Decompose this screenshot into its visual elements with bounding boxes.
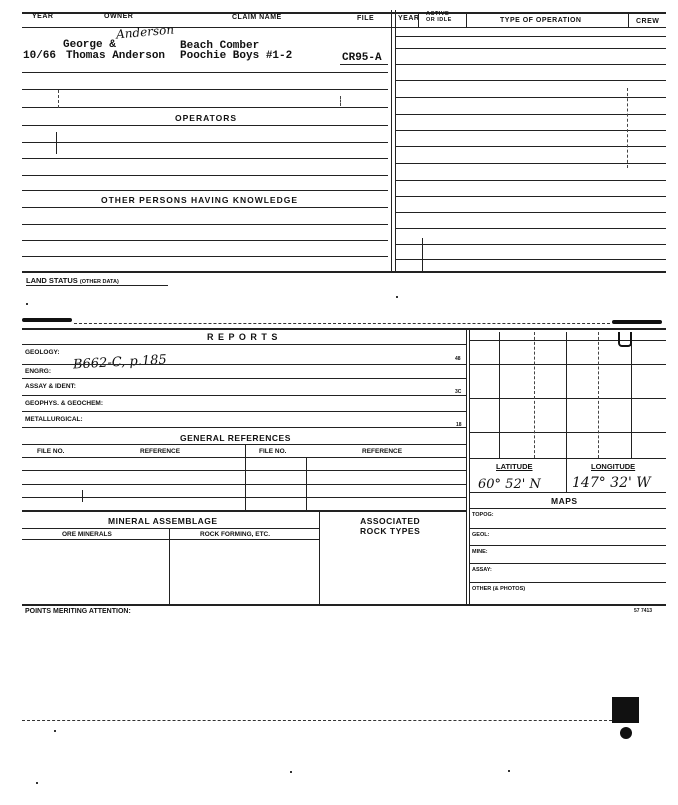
geophys-geochem-label: GEOPHYS. & GEOCHEM: <box>25 400 104 407</box>
ref-file-no-1: FILE NO. <box>37 448 65 455</box>
geology-value: B662-C, p.185 <box>72 352 168 373</box>
latitude-value: 60° 52' N <box>478 477 541 492</box>
claim-line-1: Beach Comber <box>180 40 260 52</box>
ink-smear-right <box>612 320 662 324</box>
maps-other-photos-label: OTHER (& PHOTOS) <box>472 586 526 592</box>
latitude-label: LATITUDE <box>496 462 533 471</box>
general-references-heading: GENERAL REFERENCES <box>180 433 291 443</box>
ore-minerals-label: ORE MINERALS <box>62 531 112 538</box>
header-crew: CREW <box>636 18 660 25</box>
operators-heading: OPERATORS <box>175 113 238 123</box>
margin-mark-3: 18 <box>456 422 462 428</box>
maps-topog-label: TOPOG: <box>472 512 494 518</box>
header-file: FILE <box>357 15 375 22</box>
maps-geol-label: GEOL: <box>472 532 490 538</box>
owner-line-2: Thomas Anderson <box>66 50 166 62</box>
header-active-or-idle: ACTIVE OR IDLE <box>426 11 452 23</box>
ref-reference-1: REFERENCE <box>140 448 181 455</box>
associated-rock-types-heading: ASSOCIATED ROCK TYPES <box>360 516 421 536</box>
registration-mark-square <box>612 697 639 723</box>
header-owner: OWNER <box>104 13 134 20</box>
mineral-assemblage-heading: MINERAL ASSEMBLAGE <box>108 516 218 526</box>
maps-mine-label: MINE: <box>472 549 488 555</box>
header-year: YEAR <box>32 13 54 20</box>
margin-mark-1: 48 <box>455 356 461 362</box>
rock-forming-label: ROCK FORMING, ETC. <box>200 531 271 538</box>
owner-line-1: George & <box>63 39 116 51</box>
points-meriting-attention-label: POINTS MERITING ATTENTION: <box>25 608 131 615</box>
section-marker-u <box>618 332 632 347</box>
maps-heading: MAPS <box>551 496 578 506</box>
maps-assay-label: ASSAY: <box>472 567 492 573</box>
ink-smear-left <box>22 318 72 322</box>
longitude-label: LONGITUDE <box>591 462 636 471</box>
land-status-heading: LAND STATUS (OTHER DATA) <box>26 276 119 285</box>
other-persons-heading: OTHER PERSONS HAVING KNOWLEDGE <box>101 195 299 205</box>
ref-reference-2: REFERENCE <box>362 448 403 455</box>
margin-mark-2: 3C <box>455 389 462 395</box>
header-type-of-operation: TYPE OF OPERATION <box>500 17 582 24</box>
registration-mark-dot <box>620 727 632 739</box>
file-number: CR95-A <box>342 52 382 64</box>
engrg-label: ENGRG: <box>25 368 51 375</box>
header-year-2: YEAR <box>398 15 420 22</box>
header-claim-name: CLAIM NAME <box>232 14 282 21</box>
longitude-value: 147° 32' W <box>572 475 651 491</box>
geology-label: GEOLOGY: <box>25 349 60 356</box>
metallurgical-label: METALLURGICAL: <box>25 416 83 423</box>
entry-year: 10/66 <box>23 50 57 62</box>
owner-handwritten-name: Anderson <box>115 22 175 42</box>
assay-ident-label: ASSAY & IDENT: <box>25 383 76 390</box>
form-id: 57 7413 <box>634 608 653 614</box>
claim-line-2: Poochie Boys #1-2 <box>180 50 293 62</box>
reports-heading: R E P O R T S <box>207 332 279 342</box>
ref-file-no-2: FILE NO. <box>259 448 287 455</box>
